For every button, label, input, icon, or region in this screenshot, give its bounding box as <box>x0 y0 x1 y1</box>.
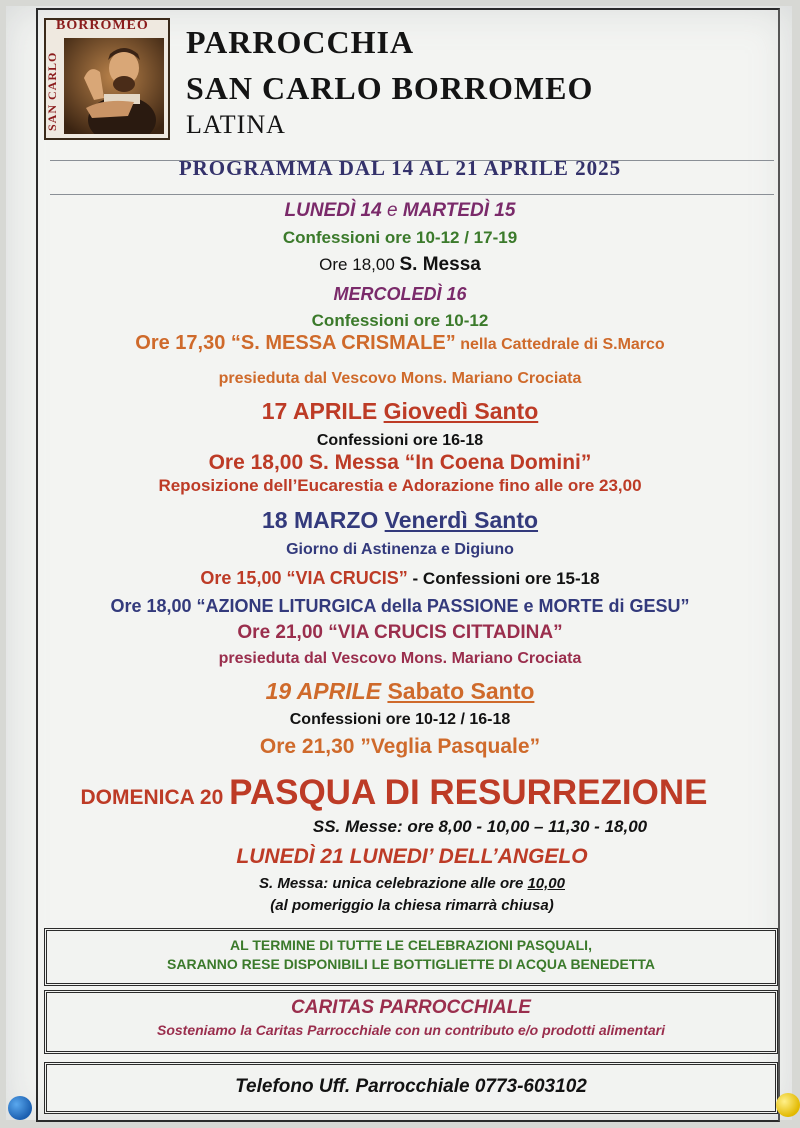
parish-logo <box>44 18 170 140</box>
wednesday-heading: MERCOLEDÌ 16 <box>333 284 467 304</box>
blue-pushpin <box>8 1096 32 1120</box>
friday-city-via-crucis: Ore 21,00 “VIA CRUCIS CITTADINA” <box>237 622 563 643</box>
and-label: e <box>381 200 403 221</box>
saturday-confessions: Confessioni ore 10-12 / 16-18 <box>289 711 511 728</box>
friday-heading <box>0 507 800 534</box>
logo-side-text: SAN CARLO <box>45 51 59 131</box>
program-rule-bottom <box>50 194 774 195</box>
church-closed-note: (al pomeriggio la chiesa rimarrà chiusa) <box>270 897 554 914</box>
chrism-mass-title: Ore 17,30 “S. MESSA CRISMALE” <box>135 332 456 354</box>
friday-date: 18 MARZO <box>261 507 385 533</box>
saturday-vigil: Ore 21,30 ”Veglia Pasquale” <box>259 735 541 758</box>
easter-monday-heading: LUNEDÌ 21 LUNEDI’ DELL’ANGELO <box>236 845 588 868</box>
mass-time: Ore 18,00 <box>319 255 400 274</box>
friday-via-crucis <box>0 568 800 589</box>
thursday-confessions: Confessioni ore 16-18 <box>316 432 484 449</box>
tue-label: MARTEDÌ 15 <box>402 200 516 221</box>
program-title: PROGRAMMA DAL 14 AL 21 APRILE 2025 <box>178 156 622 180</box>
friday-bishop: presieduta dal Vescovo Mons. Mariano Crociata <box>218 650 582 667</box>
caritas-title: CARITAS PARROCCHIALE <box>291 997 531 1018</box>
confessions-mon-tue: Confessioni ore 10-12 / 17-19 <box>282 228 518 247</box>
chrism-mass-bishop: presieduta dal Vescovo Mons. Mariano Crociata <box>218 370 582 387</box>
confessions-wednesday: Confessioni ore 10-12 <box>311 311 489 330</box>
friday-name: Venerdì Santo <box>384 507 539 533</box>
easter-label: PASQUA DI RESURREZIONE <box>229 773 708 812</box>
sunday-label: DOMENICA 20 <box>80 786 230 809</box>
holy-water-line1: AL TERMINE DI TUTTE LE CELEBRAZIONI PASQUALI, <box>230 937 592 953</box>
saturday-date: 19 APRILE <box>265 678 388 704</box>
parish-city: LATINA <box>186 110 286 139</box>
easter-monday-mass-text: S. Messa: unica celebrazione alle ore <box>259 875 528 892</box>
parish-phone: Telefono Uff. Parrocchiale 0773-603102 <box>235 1076 587 1097</box>
mon-label: LUNEDÌ 14 <box>284 200 382 221</box>
thursday-heading <box>0 398 800 425</box>
easter-masses: SS. Messe: ore 8,00 - 10,00 – 11,30 - 18,00 <box>312 817 648 836</box>
parish-label: PARROCCHIA <box>186 24 415 60</box>
easter-monday-mass-time: 10,00 <box>527 875 565 892</box>
phone-notice <box>44 1062 778 1114</box>
chrism-mass <box>0 332 800 355</box>
saturday-name: Sabato Santo <box>387 678 535 704</box>
friday-liturgy: Ore 18,00 “AZIONE LITURGICA della PASSIONE e MORTE di GESU” <box>110 596 690 616</box>
thursday-mass: Ore 18,00 S. Messa “In Coena Domini” <box>208 451 592 474</box>
friday-confessions: - Confessioni ore 15-18 <box>407 569 600 588</box>
holy-water-line2: SARANNO RESE DISPONIBILI LE BOTTIGLIETTE DI ACQUA BENEDETTA <box>167 956 655 972</box>
easter-sunday-heading <box>0 773 794 813</box>
friday-fast: Giorno di Astinenza e Digiuno <box>286 541 514 558</box>
parish-name: SAN CARLO BORROMEO <box>186 70 594 106</box>
thursday-name: Giovedì Santo <box>383 398 539 424</box>
yellow-pushpin <box>776 1093 800 1117</box>
logo-top-text: BORROMEO <box>56 18 149 33</box>
saturday-heading <box>0 678 800 705</box>
caritas-text: Sosteniamo la Caritas Parrocchiale con un contributo e/o prodotti alimentari <box>157 1022 665 1038</box>
caritas-notice <box>44 990 778 1054</box>
via-crucis-label: Ore 15,00 “VIA CRUCIS” <box>200 568 408 588</box>
easter-monday-mass <box>12 875 800 892</box>
thursday-reposition: Reposizione dell’Eucarestia e Adorazione fino alle ore 23,00 <box>158 476 642 495</box>
mass-label: S. Messa <box>399 254 481 275</box>
holy-water-notice <box>44 928 778 986</box>
mon-tue-heading <box>0 200 800 222</box>
thursday-date: 17 APRILE <box>261 398 384 424</box>
chrism-mass-place: nella Cattedrale di S.Marco <box>455 336 665 353</box>
mass-mon-tue <box>0 254 800 276</box>
saint-portrait-image <box>64 38 164 134</box>
